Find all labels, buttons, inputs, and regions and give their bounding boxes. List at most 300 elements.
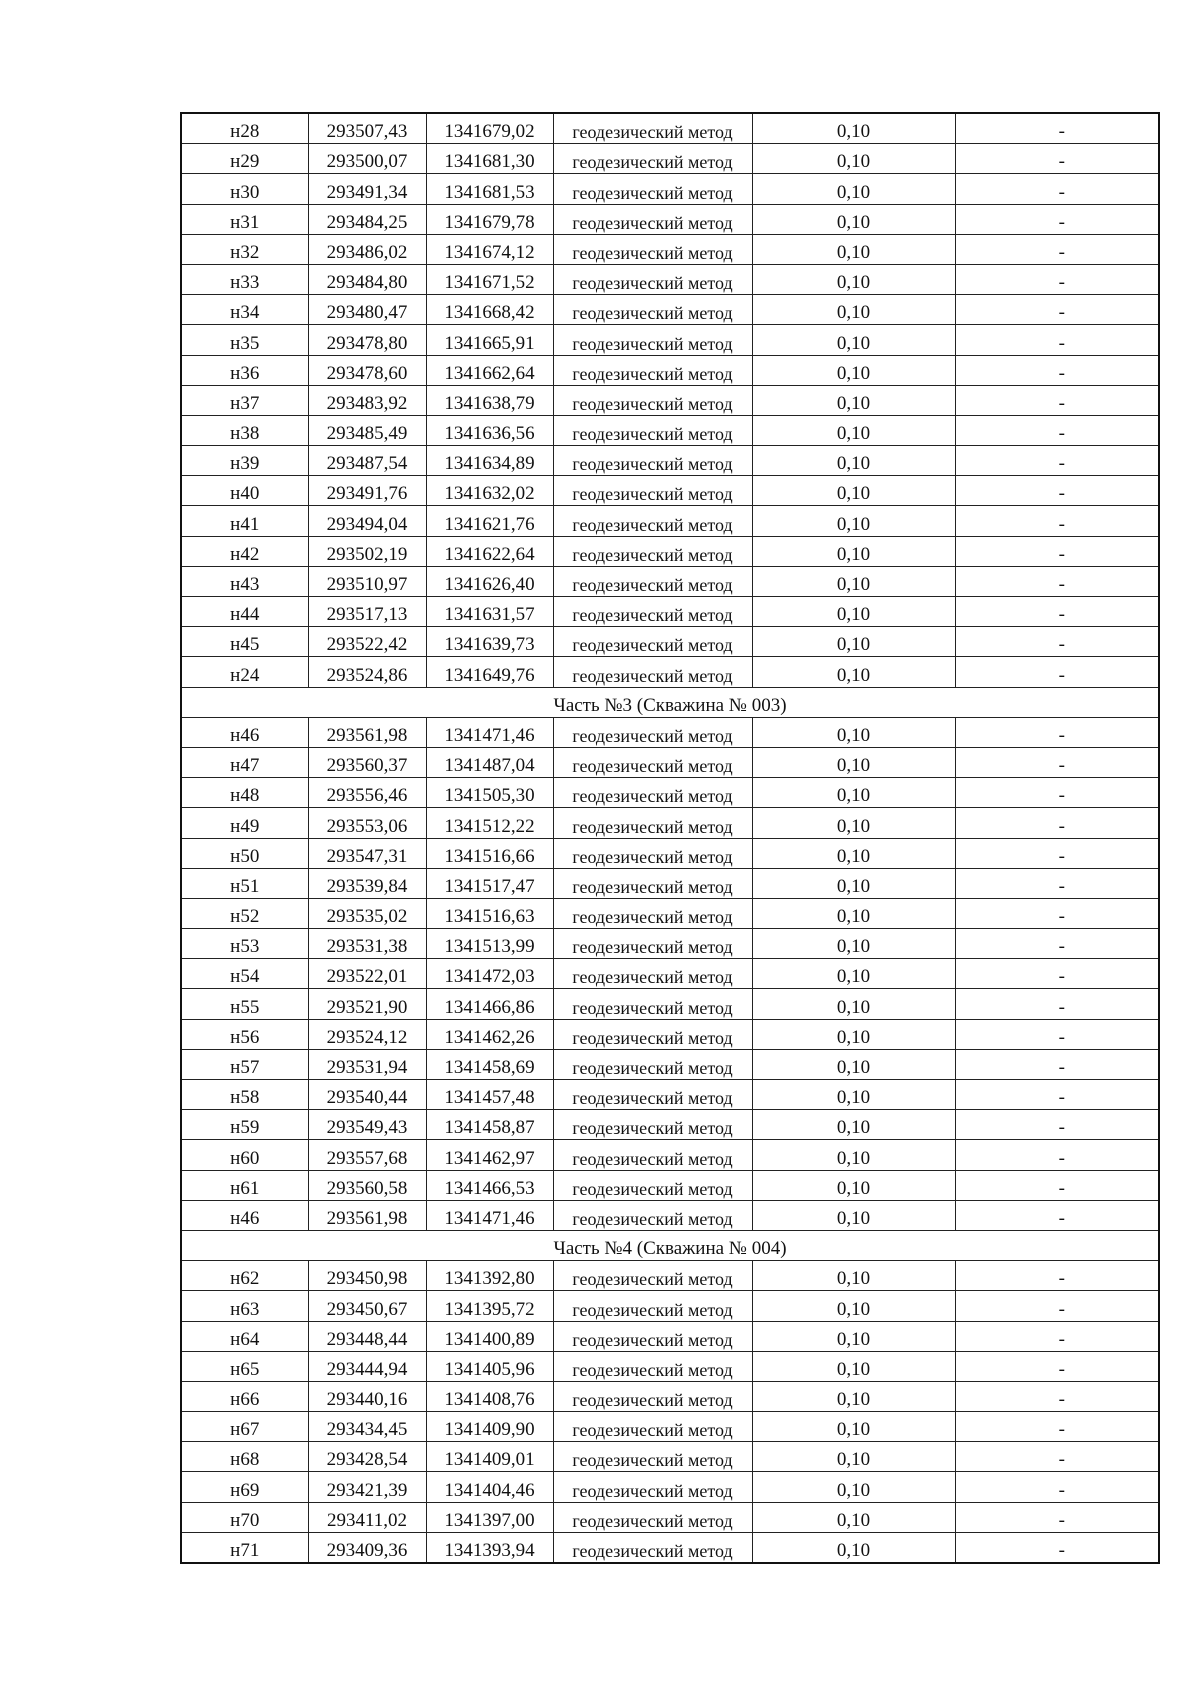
point-id-cell: н30 [181,174,308,204]
x-coordinate-cell: 293561,98 [308,717,426,747]
table-row [181,1110,1159,1140]
table-row [181,1472,1159,1502]
table-row [181,747,1159,777]
accuracy-cell: 0,10 [752,1351,955,1381]
y-coordinate-cell: 1341462,26 [426,1019,553,1049]
y-coordinate-cell: 1341639,73 [426,627,553,657]
x-coordinate-cell: 293444,94 [308,1351,426,1381]
y-coordinate-cell: 1341397,00 [426,1502,553,1532]
point-id-cell: н67 [181,1412,308,1442]
error-cell: - [955,808,1159,838]
method-cell: геодезический метод [553,264,752,294]
error-cell: - [955,1472,1159,1502]
table-row [181,1261,1159,1291]
y-coordinate-cell: 1341487,04 [426,747,553,777]
accuracy-cell: 0,10 [752,325,955,355]
table-row [181,1412,1159,1442]
point-id-cell: н65 [181,1351,308,1381]
error-cell: - [955,657,1159,687]
x-coordinate-cell: 293486,02 [308,234,426,264]
x-coordinate-cell: 293549,43 [308,1110,426,1140]
y-coordinate-cell: 1341636,56 [426,415,553,445]
accuracy-cell: 0,10 [752,597,955,627]
y-coordinate-cell: 1341404,46 [426,1472,553,1502]
x-coordinate-cell: 293521,90 [308,989,426,1019]
point-id-cell: н40 [181,476,308,506]
accuracy-cell: 0,10 [752,385,955,415]
error-cell: - [955,929,1159,959]
error-cell: - [955,506,1159,536]
error-cell: - [955,204,1159,234]
x-coordinate-cell: 293517,13 [308,597,426,627]
y-coordinate-cell: 1341517,47 [426,868,553,898]
error-cell: - [955,597,1159,627]
y-coordinate-cell: 1341457,48 [426,1080,553,1110]
error-cell: - [955,1291,1159,1321]
y-coordinate-cell: 1341405,96 [426,1351,553,1381]
error-cell: - [955,264,1159,294]
x-coordinate-cell: 293478,60 [308,355,426,385]
x-coordinate-cell: 293494,04 [308,506,426,536]
y-coordinate-cell: 1341679,78 [426,204,553,234]
accuracy-cell: 0,10 [752,1502,955,1532]
table-row [181,506,1159,536]
accuracy-cell: 0,10 [752,1049,955,1079]
method-cell: геодезический метод [553,113,752,144]
error-cell: - [955,1170,1159,1200]
accuracy-cell: 0,10 [752,808,955,838]
method-cell: геодезический метод [553,989,752,1019]
coordinates-table [180,112,1160,1564]
table-row [181,174,1159,204]
x-coordinate-cell: 293510,97 [308,566,426,596]
y-coordinate-cell: 1341409,01 [426,1442,553,1472]
table-row [181,1502,1159,1532]
point-id-cell: н36 [181,355,308,385]
error-cell: - [955,1381,1159,1411]
table-row [181,385,1159,415]
table-row [181,1442,1159,1472]
point-id-cell: н63 [181,1291,308,1321]
table-row [181,476,1159,506]
accuracy-cell: 0,10 [752,536,955,566]
y-coordinate-cell: 1341505,30 [426,778,553,808]
error-cell: - [955,174,1159,204]
table-row [181,989,1159,1019]
point-id-cell: н38 [181,415,308,445]
accuracy-cell: 0,10 [752,446,955,476]
x-coordinate-cell: 293540,44 [308,1080,426,1110]
x-coordinate-cell: 293491,76 [308,476,426,506]
y-coordinate-cell: 1341471,46 [426,1200,553,1230]
point-id-cell: н69 [181,1472,308,1502]
method-cell: геодезический метод [553,1261,752,1291]
accuracy-cell: 0,10 [752,1472,955,1502]
method-cell: геодезический метод [553,506,752,536]
table-row [181,1291,1159,1321]
method-cell: геодезический метод [553,234,752,264]
error-cell: - [955,566,1159,596]
method-cell: геодезический метод [553,1442,752,1472]
method-cell: геодезический метод [553,657,752,687]
x-coordinate-cell: 293531,94 [308,1049,426,1079]
point-id-cell: н24 [181,657,308,687]
section-title: Часть №3 (Скважина № 003) [181,687,1159,717]
table-row [181,929,1159,959]
y-coordinate-cell: 1341679,02 [426,113,553,144]
accuracy-cell: 0,10 [752,1412,955,1442]
y-coordinate-cell: 1341516,63 [426,898,553,928]
method-cell: геодезический метод [553,566,752,596]
y-coordinate-cell: 1341665,91 [426,325,553,355]
error-cell: - [955,1200,1159,1230]
y-coordinate-cell: 1341668,42 [426,295,553,325]
y-coordinate-cell: 1341649,76 [426,657,553,687]
table-row [181,1049,1159,1079]
method-cell: геодезический метод [553,1532,752,1563]
error-cell: - [955,415,1159,445]
x-coordinate-cell: 293524,86 [308,657,426,687]
x-coordinate-cell: 293478,80 [308,325,426,355]
error-cell: - [955,1049,1159,1079]
x-coordinate-cell: 293434,45 [308,1412,426,1442]
method-cell: геодезический метод [553,1170,752,1200]
accuracy-cell: 0,10 [752,144,955,174]
error-cell: - [955,536,1159,566]
section-title: Часть №4 (Скважина № 004) [181,1230,1159,1260]
point-id-cell: н55 [181,989,308,1019]
method-cell: геодезический метод [553,808,752,838]
table-row [181,868,1159,898]
point-id-cell: н61 [181,1170,308,1200]
error-cell: - [955,778,1159,808]
x-coordinate-cell: 293560,58 [308,1170,426,1200]
accuracy-cell: 0,10 [752,234,955,264]
error-cell: - [955,898,1159,928]
x-coordinate-cell: 293440,16 [308,1381,426,1411]
method-cell: геодезический метод [553,1412,752,1442]
point-id-cell: н45 [181,627,308,657]
point-id-cell: н54 [181,959,308,989]
accuracy-cell: 0,10 [752,868,955,898]
x-coordinate-cell: 293448,44 [308,1321,426,1351]
error-cell: - [955,1019,1159,1049]
method-cell: геодезический метод [553,446,752,476]
y-coordinate-cell: 1341409,90 [426,1412,553,1442]
accuracy-cell: 0,10 [752,717,955,747]
error-cell: - [955,1412,1159,1442]
error-cell: - [955,295,1159,325]
table-row [181,264,1159,294]
y-coordinate-cell: 1341512,22 [426,808,553,838]
table-row [181,898,1159,928]
table-row [181,959,1159,989]
y-coordinate-cell: 1341631,57 [426,597,553,627]
point-id-cell: н37 [181,385,308,415]
method-cell: геодезический метод [553,1110,752,1140]
accuracy-cell: 0,10 [752,657,955,687]
point-id-cell: н53 [181,929,308,959]
table-row [181,1170,1159,1200]
accuracy-cell: 0,10 [752,1532,955,1563]
method-cell: геодезический метод [553,144,752,174]
method-cell: геодезический метод [553,597,752,627]
accuracy-cell: 0,10 [752,1140,955,1170]
y-coordinate-cell: 1341392,80 [426,1261,553,1291]
method-cell: геодезический метод [553,355,752,385]
point-id-cell: н62 [181,1261,308,1291]
point-id-cell: н29 [181,144,308,174]
table-row [181,1019,1159,1049]
y-coordinate-cell: 1341681,53 [426,174,553,204]
error-cell: - [955,1080,1159,1110]
table-row [181,295,1159,325]
point-id-cell: н42 [181,536,308,566]
accuracy-cell: 0,10 [752,264,955,294]
x-coordinate-cell: 293485,49 [308,415,426,445]
error-cell: - [955,234,1159,264]
x-coordinate-cell: 293491,34 [308,174,426,204]
table-row [181,717,1159,747]
table-row [181,627,1159,657]
method-cell: геодезический метод [553,1351,752,1381]
x-coordinate-cell: 293487,54 [308,446,426,476]
point-id-cell: н39 [181,446,308,476]
accuracy-cell: 0,10 [752,355,955,385]
table-row [181,415,1159,445]
method-cell: геодезический метод [553,1019,752,1049]
x-coordinate-cell: 293483,92 [308,385,426,415]
y-coordinate-cell: 1341622,64 [426,536,553,566]
point-id-cell: н33 [181,264,308,294]
error-cell: - [955,1351,1159,1381]
table-row [181,204,1159,234]
table-row [181,808,1159,838]
y-coordinate-cell: 1341472,03 [426,959,553,989]
x-coordinate-cell: 293547,31 [308,838,426,868]
x-coordinate-cell: 293507,43 [308,113,426,144]
method-cell: геодезический метод [553,536,752,566]
accuracy-cell: 0,10 [752,989,955,1019]
table-row [181,597,1159,627]
method-cell: геодезический метод [553,1502,752,1532]
section-header-row [181,687,1159,717]
method-cell: геодезический метод [553,1472,752,1502]
y-coordinate-cell: 1341626,40 [426,566,553,596]
table-row [181,1140,1159,1170]
method-cell: геодезический метод [553,1381,752,1411]
error-cell: - [955,1110,1159,1140]
x-coordinate-cell: 293480,47 [308,295,426,325]
table-row [181,1381,1159,1411]
table-row [181,113,1159,144]
accuracy-cell: 0,10 [752,929,955,959]
accuracy-cell: 0,10 [752,627,955,657]
point-id-cell: н66 [181,1381,308,1411]
error-cell: - [955,868,1159,898]
x-coordinate-cell: 293531,38 [308,929,426,959]
y-coordinate-cell: 1341634,89 [426,446,553,476]
accuracy-cell: 0,10 [752,1381,955,1411]
method-cell: геодезический метод [553,929,752,959]
y-coordinate-cell: 1341516,66 [426,838,553,868]
error-cell: - [955,446,1159,476]
point-id-cell: н34 [181,295,308,325]
point-id-cell: н64 [181,1321,308,1351]
error-cell: - [955,476,1159,506]
y-coordinate-cell: 1341466,86 [426,989,553,1019]
accuracy-cell: 0,10 [752,838,955,868]
y-coordinate-cell: 1341681,30 [426,144,553,174]
x-coordinate-cell: 293539,84 [308,868,426,898]
error-cell: - [955,1502,1159,1532]
table-row [181,1351,1159,1381]
section-header-row [181,1230,1159,1260]
point-id-cell: н32 [181,234,308,264]
method-cell: геодезический метод [553,778,752,808]
error-cell: - [955,113,1159,144]
point-id-cell: н70 [181,1502,308,1532]
error-cell: - [955,1442,1159,1472]
method-cell: геодезический метод [553,1291,752,1321]
x-coordinate-cell: 293428,54 [308,1442,426,1472]
error-cell: - [955,1321,1159,1351]
x-coordinate-cell: 293556,46 [308,778,426,808]
method-cell: геодезический метод [553,1321,752,1351]
point-id-cell: н57 [181,1049,308,1079]
x-coordinate-cell: 293522,42 [308,627,426,657]
y-coordinate-cell: 1341393,94 [426,1532,553,1563]
x-coordinate-cell: 293484,25 [308,204,426,234]
method-cell: геодезический метод [553,1200,752,1230]
x-coordinate-cell: 293450,67 [308,1291,426,1321]
accuracy-cell: 0,10 [752,898,955,928]
accuracy-cell: 0,10 [752,204,955,234]
table-row [181,325,1159,355]
y-coordinate-cell: 1341458,69 [426,1049,553,1079]
y-coordinate-cell: 1341462,97 [426,1140,553,1170]
accuracy-cell: 0,10 [752,1291,955,1321]
table-row [181,1321,1159,1351]
method-cell: геодезический метод [553,747,752,777]
table-row [181,446,1159,476]
table-row [181,778,1159,808]
error-cell: - [955,989,1159,1019]
error-cell: - [955,1532,1159,1563]
x-coordinate-cell: 293411,02 [308,1502,426,1532]
point-id-cell: н47 [181,747,308,777]
y-coordinate-cell: 1341458,87 [426,1110,553,1140]
point-id-cell: н60 [181,1140,308,1170]
error-cell: - [955,1140,1159,1170]
x-coordinate-cell: 293484,80 [308,264,426,294]
table-row [181,657,1159,687]
accuracy-cell: 0,10 [752,415,955,445]
accuracy-cell: 0,10 [752,959,955,989]
point-id-cell: н68 [181,1442,308,1472]
point-id-cell: н41 [181,506,308,536]
error-cell: - [955,838,1159,868]
accuracy-cell: 0,10 [752,778,955,808]
table-row [181,1200,1159,1230]
x-coordinate-cell: 293561,98 [308,1200,426,1230]
method-cell: геодезический метод [553,959,752,989]
method-cell: геодезический метод [553,204,752,234]
error-cell: - [955,717,1159,747]
error-cell: - [955,385,1159,415]
y-coordinate-cell: 1341671,52 [426,264,553,294]
x-coordinate-cell: 293500,07 [308,144,426,174]
method-cell: геодезический метод [553,385,752,415]
method-cell: геодезический метод [553,1080,752,1110]
error-cell: - [955,627,1159,657]
method-cell: геодезический метод [553,627,752,657]
accuracy-cell: 0,10 [752,174,955,204]
y-coordinate-cell: 1341408,76 [426,1381,553,1411]
x-coordinate-cell: 293409,36 [308,1532,426,1563]
method-cell: геодезический метод [553,476,752,506]
x-coordinate-cell: 293450,98 [308,1261,426,1291]
y-coordinate-cell: 1341466,53 [426,1170,553,1200]
method-cell: геодезический метод [553,174,752,204]
accuracy-cell: 0,10 [752,566,955,596]
point-id-cell: н48 [181,778,308,808]
error-cell: - [955,959,1159,989]
point-id-cell: н58 [181,1080,308,1110]
method-cell: геодезический метод [553,717,752,747]
accuracy-cell: 0,10 [752,1019,955,1049]
error-cell: - [955,1261,1159,1291]
method-cell: геодезический метод [553,868,752,898]
point-id-cell: н49 [181,808,308,838]
coordinates-table-body [181,113,1159,1563]
table-row [181,234,1159,264]
accuracy-cell: 0,10 [752,476,955,506]
method-cell: геодезический метод [553,415,752,445]
x-coordinate-cell: 293553,06 [308,808,426,838]
method-cell: геодезический метод [553,1049,752,1079]
table-row [181,144,1159,174]
x-coordinate-cell: 293421,39 [308,1472,426,1502]
x-coordinate-cell: 293560,37 [308,747,426,777]
accuracy-cell: 0,10 [752,1321,955,1351]
y-coordinate-cell: 1341638,79 [426,385,553,415]
error-cell: - [955,747,1159,777]
accuracy-cell: 0,10 [752,1080,955,1110]
accuracy-cell: 0,10 [752,295,955,325]
point-id-cell: н52 [181,898,308,928]
accuracy-cell: 0,10 [752,506,955,536]
accuracy-cell: 0,10 [752,1110,955,1140]
table-row [181,536,1159,566]
x-coordinate-cell: 293535,02 [308,898,426,928]
method-cell: геодезический метод [553,898,752,928]
point-id-cell: н44 [181,597,308,627]
y-coordinate-cell: 1341621,76 [426,506,553,536]
y-coordinate-cell: 1341632,02 [426,476,553,506]
accuracy-cell: 0,10 [752,1261,955,1291]
point-id-cell: н43 [181,566,308,596]
method-cell: геодезический метод [553,325,752,355]
point-id-cell: н50 [181,838,308,868]
point-id-cell: н31 [181,204,308,234]
x-coordinate-cell: 293557,68 [308,1140,426,1170]
point-id-cell: н59 [181,1110,308,1140]
table-row [181,1080,1159,1110]
method-cell: геодезический метод [553,838,752,868]
point-id-cell: н35 [181,325,308,355]
point-id-cell: н51 [181,868,308,898]
